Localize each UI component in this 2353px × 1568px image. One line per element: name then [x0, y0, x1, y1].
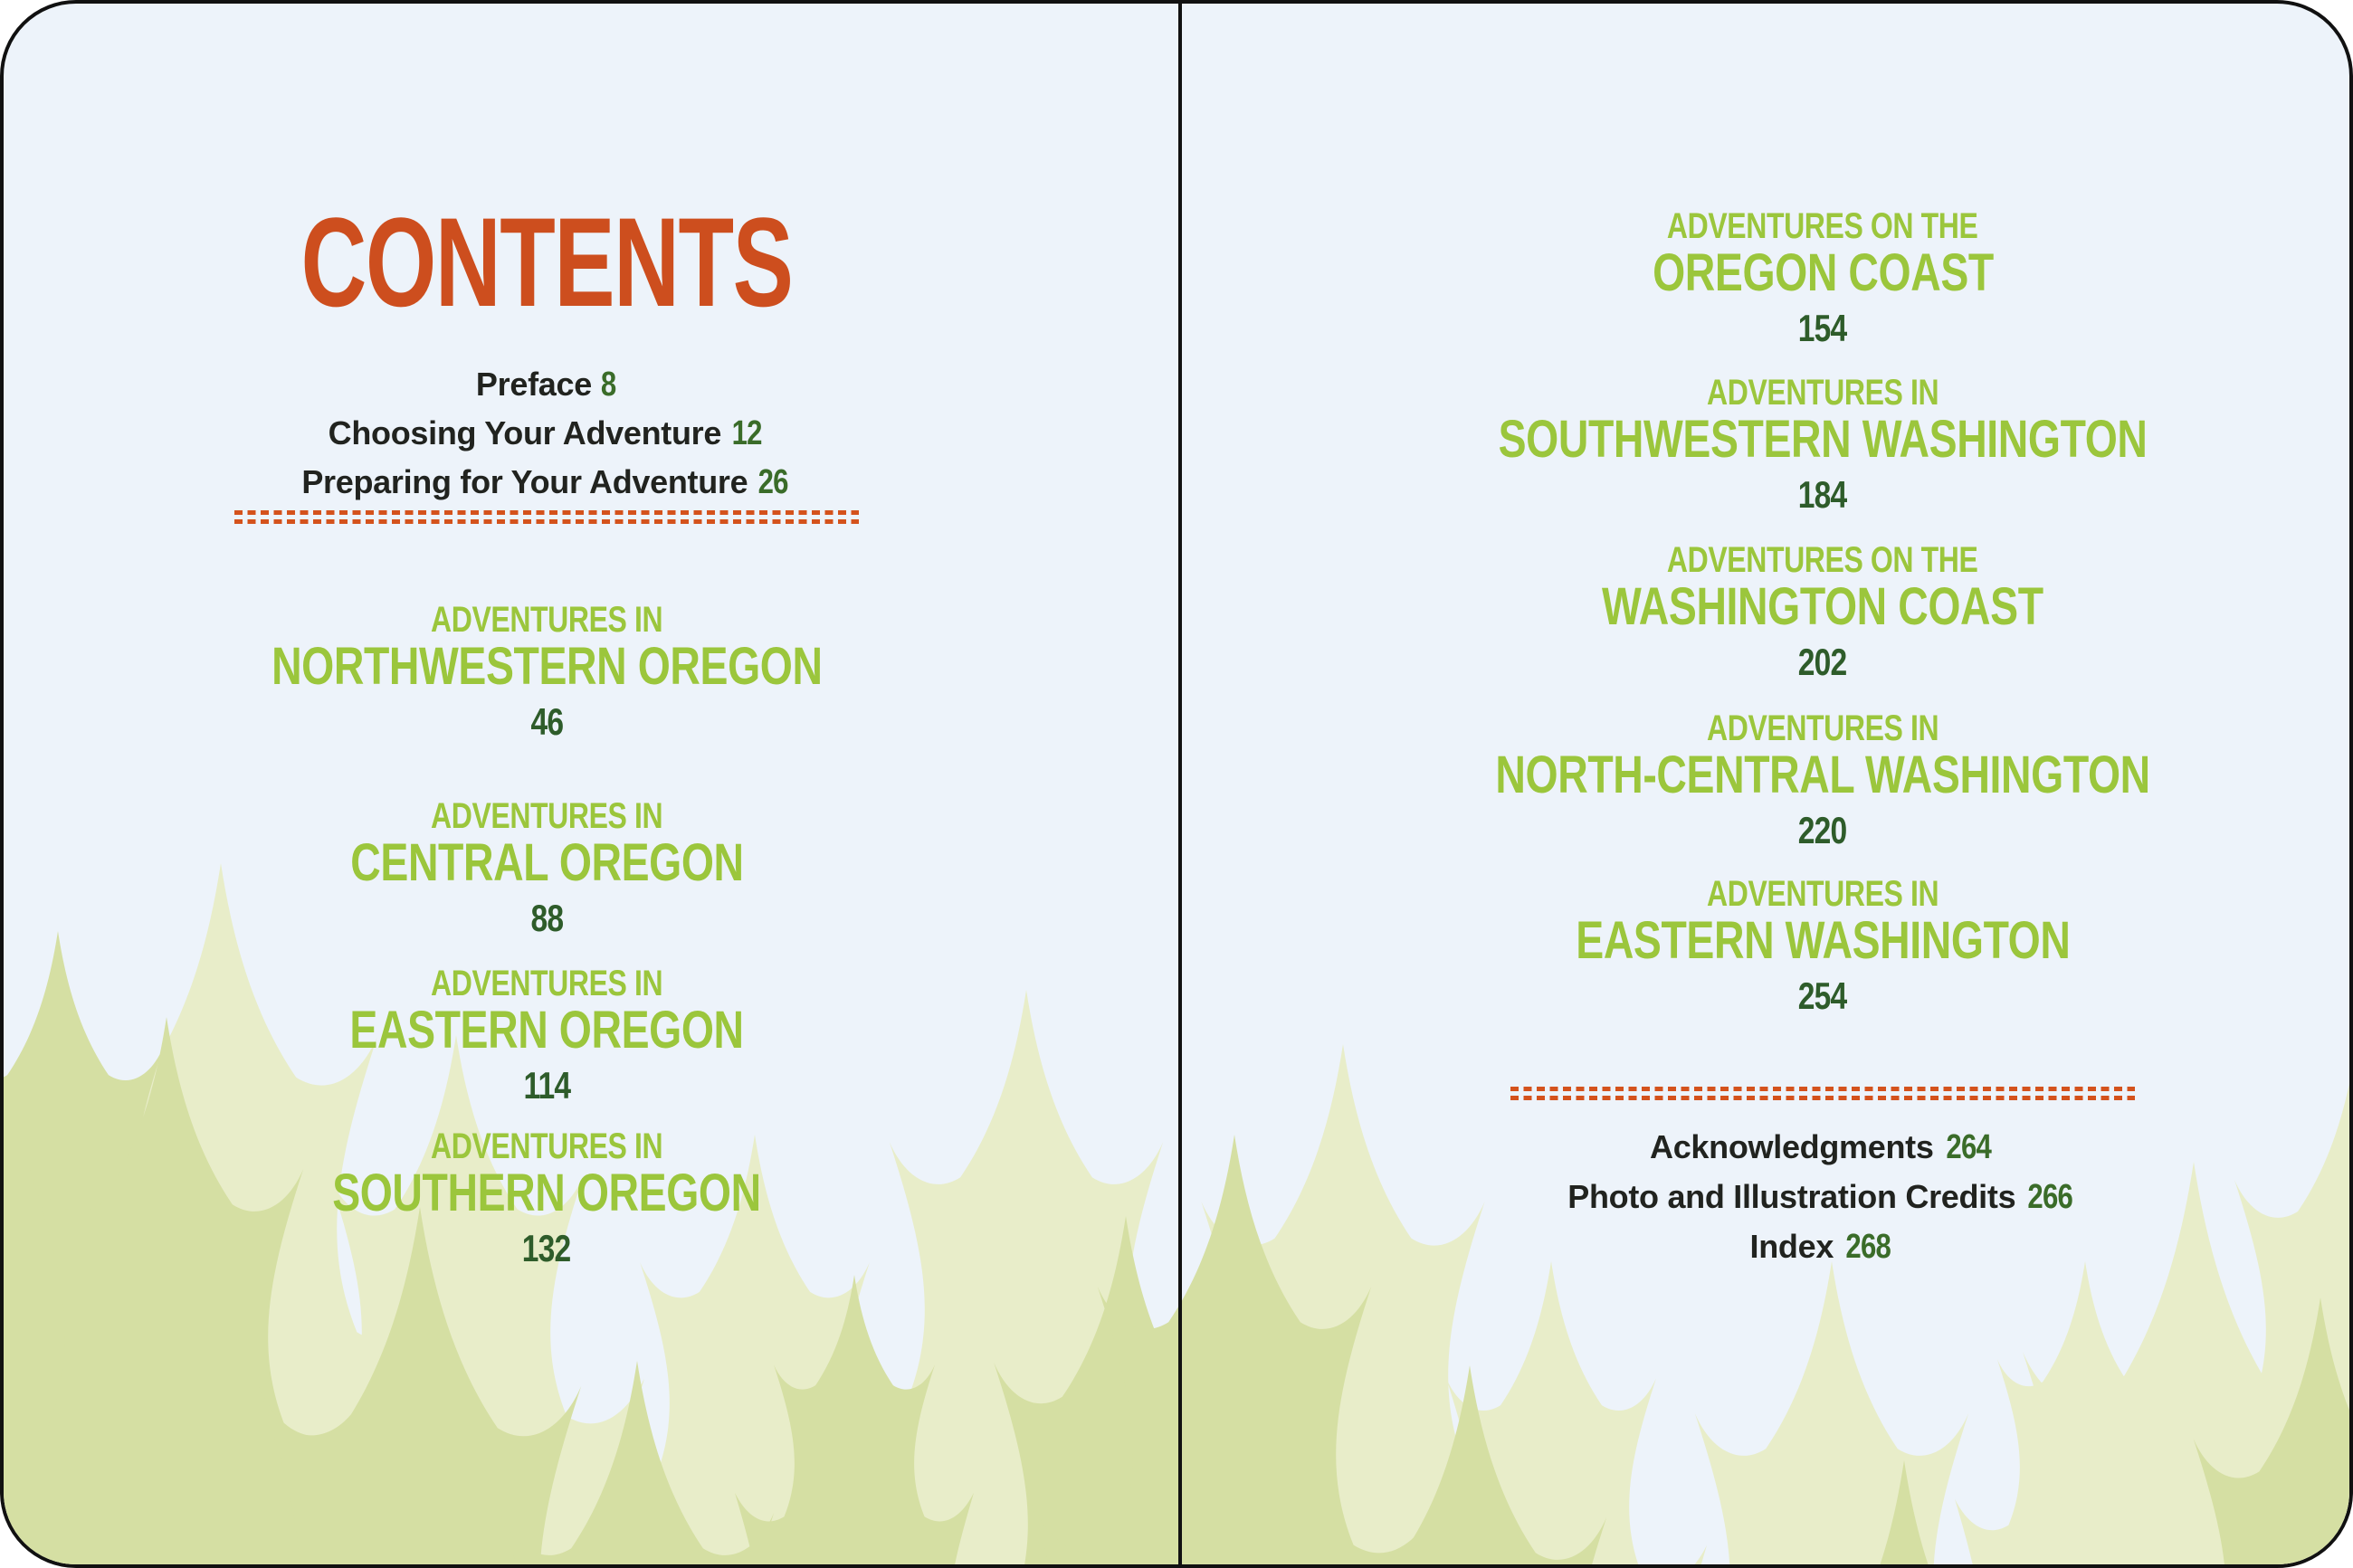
left-page: [4, 4, 1180, 1568]
section-title: WASHINGTON COAST: [1602, 577, 2043, 636]
toc-entry-page-number: 268: [1845, 1228, 1891, 1266]
toc-entry-page-number: 266: [2027, 1178, 2073, 1216]
toc-entry-acknowledgments: [1289, 1126, 2353, 1175]
front-matter-list: [4, 364, 1090, 510]
left-page-content: [4, 4, 1090, 1568]
section-title: OREGON COAST: [1652, 243, 1994, 302]
book-spine: [1178, 4, 1182, 1568]
toc-section-northwestern-oregon: [4, 601, 1090, 742]
toc-section-southern-oregon: [4, 1127, 1090, 1269]
section-page-number: 114: [523, 1064, 570, 1107]
section-kicker: ADVENTURES ON THE: [1667, 206, 1978, 246]
toc-section-north-central-washington: [1289, 709, 2353, 851]
toc-entry-preface: [4, 364, 1090, 413]
toc-entry-page-number: 8: [600, 366, 616, 404]
toc-section-eastern-oregon: [4, 965, 1090, 1106]
toc-entry-label: Preface: [475, 366, 592, 403]
section-kicker: ADVENTURES IN: [430, 796, 663, 836]
section-kicker: ADVENTURES IN: [1706, 708, 1939, 748]
section-title: NORTH-CENTRAL WASHINGTON: [1495, 746, 2150, 804]
section-kicker: ADVENTURES IN: [430, 964, 663, 1003]
dash-row: [1510, 1096, 2135, 1100]
back-matter-list: [1289, 1126, 2353, 1275]
toc-section-central-oregon: [4, 797, 1090, 938]
dash-row: [234, 519, 859, 524]
toc-entry-index: [1289, 1225, 2353, 1275]
section-page-number: 220: [1798, 809, 1847, 851]
section-title: SOUTHWESTERN WASHINGTON: [1498, 410, 2148, 469]
dashed-divider: [234, 510, 859, 524]
section-page-number: 154: [1798, 307, 1847, 349]
toc-section-washington-coast: [1289, 541, 2353, 682]
section-kicker: ADVENTURES IN: [1706, 373, 1939, 413]
toc-entry-choosing: [4, 413, 1090, 461]
right-page: [1180, 4, 2353, 1568]
section-title: NORTHWESTERN OREGON: [271, 637, 823, 696]
toc-entry-label: Choosing Your Adventure: [328, 414, 722, 451]
dash-row: [1510, 1087, 2135, 1091]
section-kicker: ADVENTURES IN: [430, 1126, 663, 1166]
toc-entry-preparing: [4, 461, 1090, 510]
toc-section-oregon-coast: [1289, 207, 2353, 348]
contents-title-text: CONTENTS: [300, 191, 793, 333]
toc-entry-label: Acknowledgments: [1650, 1128, 1934, 1165]
section-page-number: 88: [530, 897, 563, 939]
section-page-number: 202: [1798, 641, 1847, 683]
dashed-divider: [1510, 1087, 2135, 1100]
section-title: SOUTHERN OREGON: [332, 1164, 761, 1222]
section-page-number: 254: [1798, 974, 1847, 1017]
toc-section-eastern-washington: [1289, 875, 2353, 1016]
section-page-number: 184: [1798, 473, 1847, 516]
toc-entry-label: Index: [1749, 1228, 1834, 1265]
toc-section-southwestern-washington: [1289, 374, 2353, 515]
toc-entry-page-number: 12: [731, 414, 762, 452]
toc-entry-label: Photo and Illustration Credits: [1567, 1178, 2016, 1215]
section-kicker: ADVENTURES IN: [1706, 874, 1939, 914]
toc-entry-page-number: 26: [758, 463, 789, 501]
section-title: EASTERN OREGON: [349, 1001, 744, 1060]
toc-entry-label: Preparing for Your Adventure: [301, 463, 748, 500]
section-title: CENTRAL OREGON: [349, 833, 744, 892]
toc-entry-page-number: 264: [1946, 1128, 1991, 1166]
right-page-content: [1289, 4, 2353, 1568]
dash-row: [234, 510, 859, 515]
section-page-number: 46: [530, 700, 563, 743]
toc-entry-photo-credits: [1289, 1175, 2353, 1225]
section-kicker: ADVENTURES IN: [430, 600, 663, 640]
section-title: EASTERN WASHINGTON: [1575, 911, 2071, 970]
section-kicker: ADVENTURES ON THE: [1667, 540, 1978, 580]
section-page-number: 132: [522, 1227, 571, 1269]
contents-title: [4, 191, 1090, 333]
